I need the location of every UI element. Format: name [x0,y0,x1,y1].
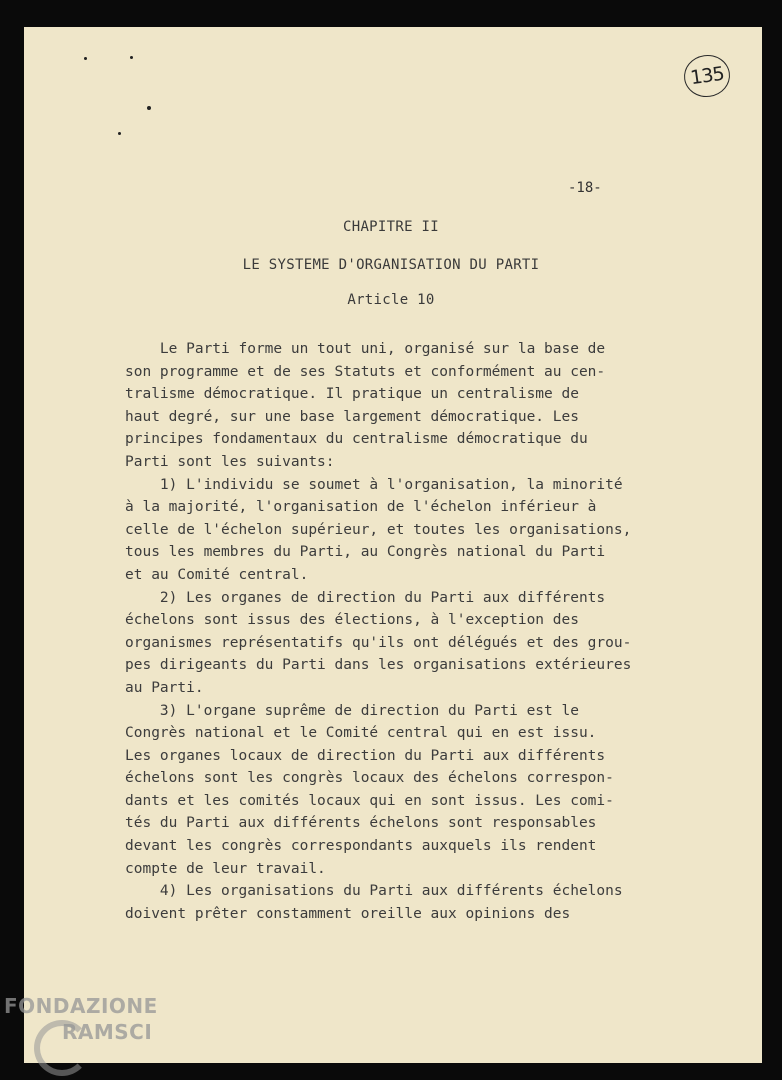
text-line: Les organes locaux de direction du Parti aux différents [125,747,606,764]
text-line: 2) Les organes de direction du Parti aux différents [125,589,606,606]
text-line: tés du Parti aux différents échelons sont responsables [125,815,597,832]
folio-number: 135 [688,62,725,90]
ink-speck [84,57,87,60]
body-text [125,338,685,925]
text-line: 3) L'organe suprême de direction du Parti est le [125,702,579,719]
text-line: celle de l'échelon supérieur, et toutes les organisations, [125,521,632,538]
text-line: tous les membres du Parti, au Congrès national du Parti [125,544,606,561]
text-line: dants et les comités locaux qui en sont issus. Les comi- [125,792,614,809]
text-line: tralisme démocratique. Il pratique un centralisme de [125,386,579,403]
text-line: échelons sont les congrès locaux des échelons correspon- [125,770,614,787]
text-line: organismes représentatifs qu'ils ont délégués et des grou- [125,634,632,651]
text-line: et au Comité central. [125,566,309,583]
page-number: -18- [568,180,602,196]
text-line: pes dirigeants du Parti dans les organisations extérieures [125,657,632,674]
text-line: 1) L'individu se soumet à l'organisation, la minorité [125,476,623,493]
section-title: LE SYSTEME D'ORGANISATION DU PARTI [242,257,540,273]
watermark-logo [4,994,158,1044]
text-line: 4) Les organisations du Parti aux différents échelons [125,883,623,900]
watermark-line-2: RAMSCI [62,1020,153,1044]
chapter-heading: CHAPITRE II [342,219,440,235]
text-line: principes fondamentaux du centralisme démocratique du [125,431,588,448]
g-logo-icon [34,1020,90,1076]
ink-speck [118,132,121,135]
text-line: son programme et de ses Statuts et conformément au cen- [125,363,606,380]
text-line: doivent prêter constamment oreille aux opinions des [125,905,571,922]
text-line: Congrès national et le Comité central qui en est issu. [125,725,597,742]
text-line: à la majorité, l'organisation de l'échelon inférieur à [125,499,597,516]
ink-speck [147,106,151,110]
text-line: haut degré, sur une base largement démocratique. Les [125,408,579,425]
text-line: devant les congrès correspondants auxquels ils rendent [125,838,597,855]
text-line: Le Parti forme un tout uni, organisé sur la base de [125,341,606,357]
text-line: au Parti. [125,679,204,696]
watermark-line-1: FONDAZIONE [4,994,158,1018]
text-line: échelons sont issus des élections, à l'exception des [125,612,579,629]
text-line: compte de leur travail. [125,860,326,877]
article-heading: Article 10 [347,292,435,308]
ink-speck [130,56,133,59]
text-line: Parti sont les suivants: [125,453,335,470]
